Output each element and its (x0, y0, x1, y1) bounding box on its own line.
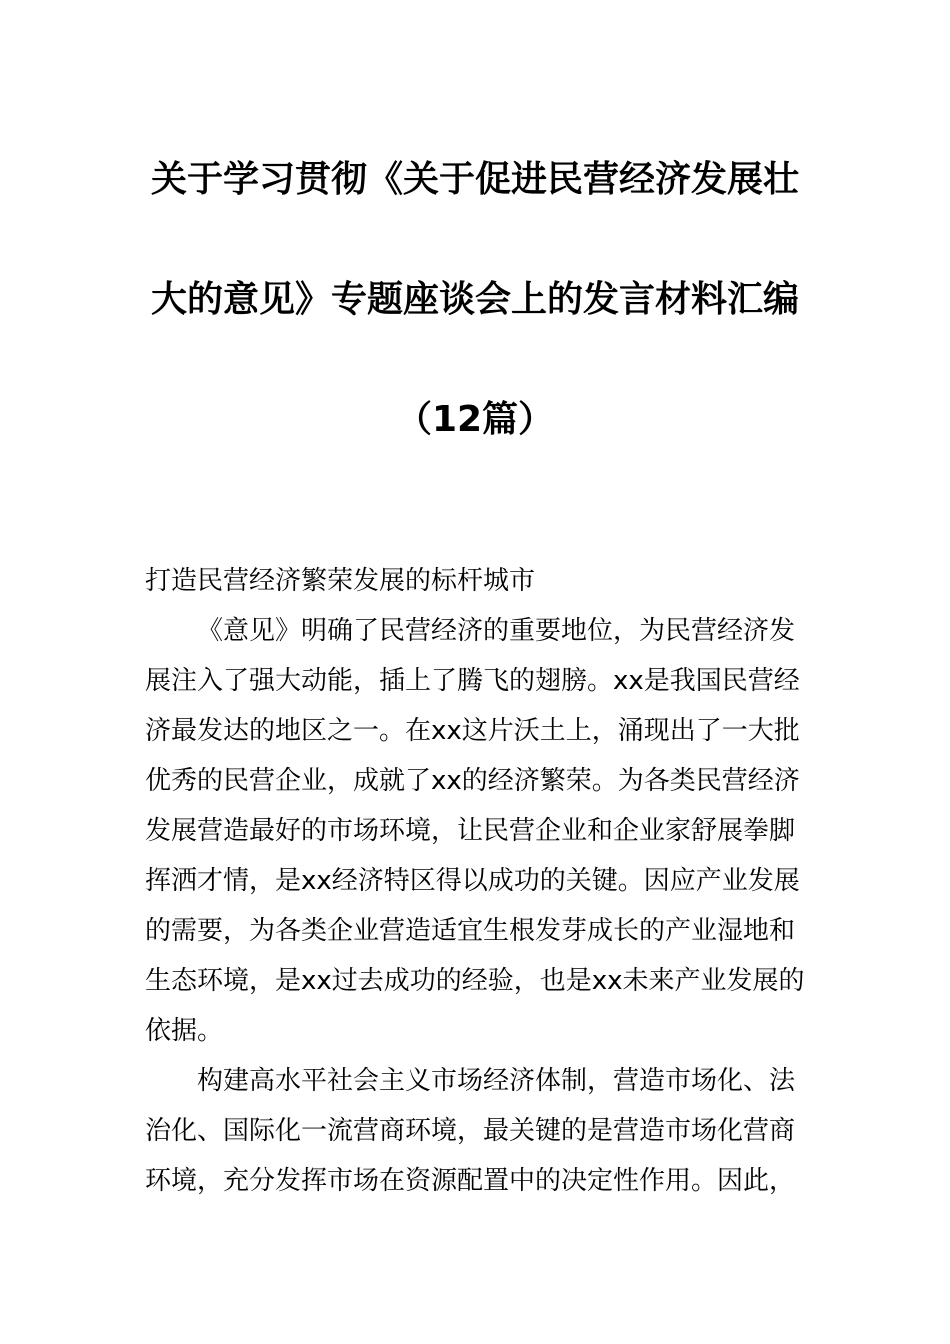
paragraph-1-line-3: 济最发达的地区之一。在xx这片沃土上，涌现出了一大批 (145, 716, 800, 746)
paragraph-1-line-6: 挥洒才情，是xx经济特区得以成功的关键。因应产业发展 (145, 866, 800, 896)
paragraph-1-line-4: 优秀的民营企业，成就了xx的经济繁荣。为各类民营经济 (145, 766, 800, 796)
paragraph-1-line-2: 展注入了强大动能，插上了腾飞的翅膀。xx是我国民营经 (145, 666, 800, 696)
paragraph-1-line-5: 发展营造最好的市场环境，让民营企业和企业家舒展拳脚 (145, 816, 796, 846)
paragraph-2-line-3: 环境，充分发挥市场在资源配置中的决定性作用。因此， (145, 1166, 796, 1196)
document-title-line-2: 大的意见》专题座谈会上的发言材料汇编 (150, 279, 799, 320)
document-title-line-3: （12篇） (395, 399, 555, 440)
document-title-line-1: 关于学习贯彻《关于促进民营经济发展壮 (150, 159, 799, 200)
section-heading: 打造民营经济繁荣发展的标杆城市 (145, 566, 536, 596)
paragraph-2-line-2: 治化、国际化一流营商环境，最关键的是营造市场化营商 (145, 1116, 796, 1146)
paragraph-2-line-1: 构建高水平社会主义市场经济体制，营造市场化、法 (197, 1066, 796, 1096)
paragraph-1-line-9: 依据。 (145, 1016, 224, 1046)
paragraph-1-line-7: 的需要，为各类企业营造适宜生根发芽成长的产业湿地和 (145, 916, 796, 946)
paragraph-1-line-1: 《意见》明确了民营经济的重要地位，为民营经济发 (197, 616, 796, 646)
paragraph-1-line-8: 生态环境，是xx过去成功的经验，也是xx未来产业发展的 (145, 966, 805, 996)
